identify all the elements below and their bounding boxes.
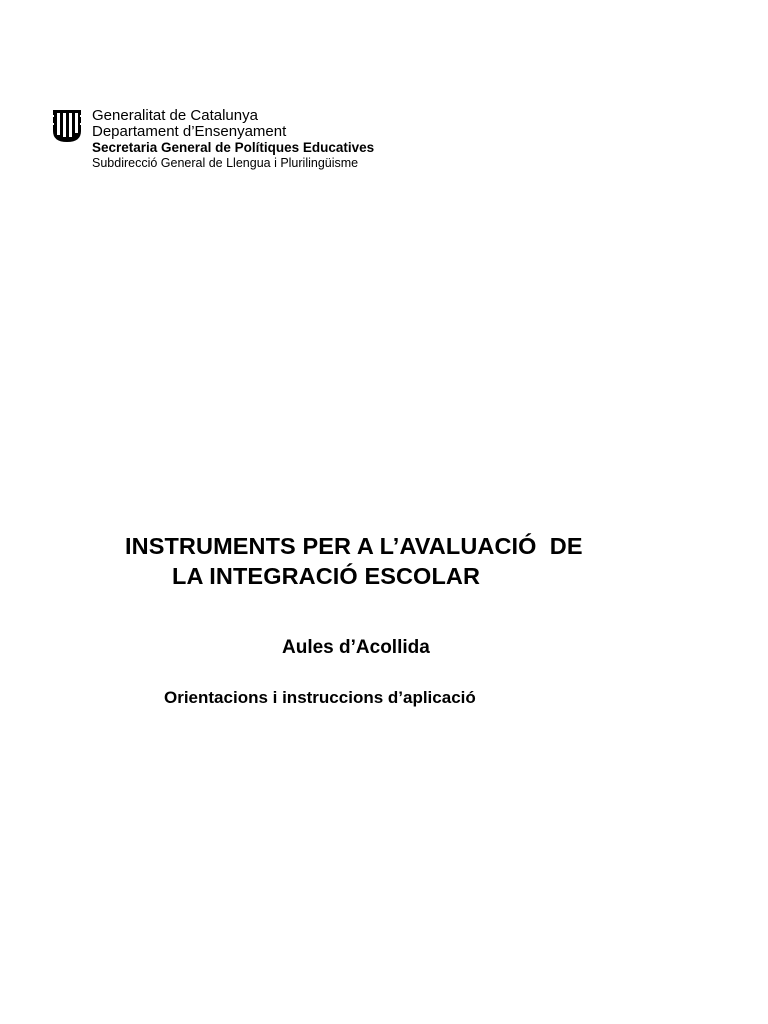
document-title-line-1: INSTRUMENTS PER A L’AVALUACIÓ DE <box>125 533 583 559</box>
document-subtitle: Aules d’Acollida <box>282 637 430 658</box>
document-title-line-2: LA INTEGRACIÓ ESCOLAR <box>172 563 481 589</box>
header-secretaria: Secretaria General de Polítiques Educatives <box>92 140 375 155</box>
document-orientation: Orientacions i instruccions d’aplicació <box>164 688 476 707</box>
institution-header <box>92 108 374 172</box>
header-org-name: Generalitat de Catalunya <box>92 107 258 124</box>
generalitat-logo-icon <box>52 109 82 143</box>
header-subdireccio: Subdirecció General de Llengua i Plurilingüisme <box>92 156 359 170</box>
document-title <box>125 531 583 591</box>
header-department: Departament d’Ensenyament <box>92 123 287 140</box>
